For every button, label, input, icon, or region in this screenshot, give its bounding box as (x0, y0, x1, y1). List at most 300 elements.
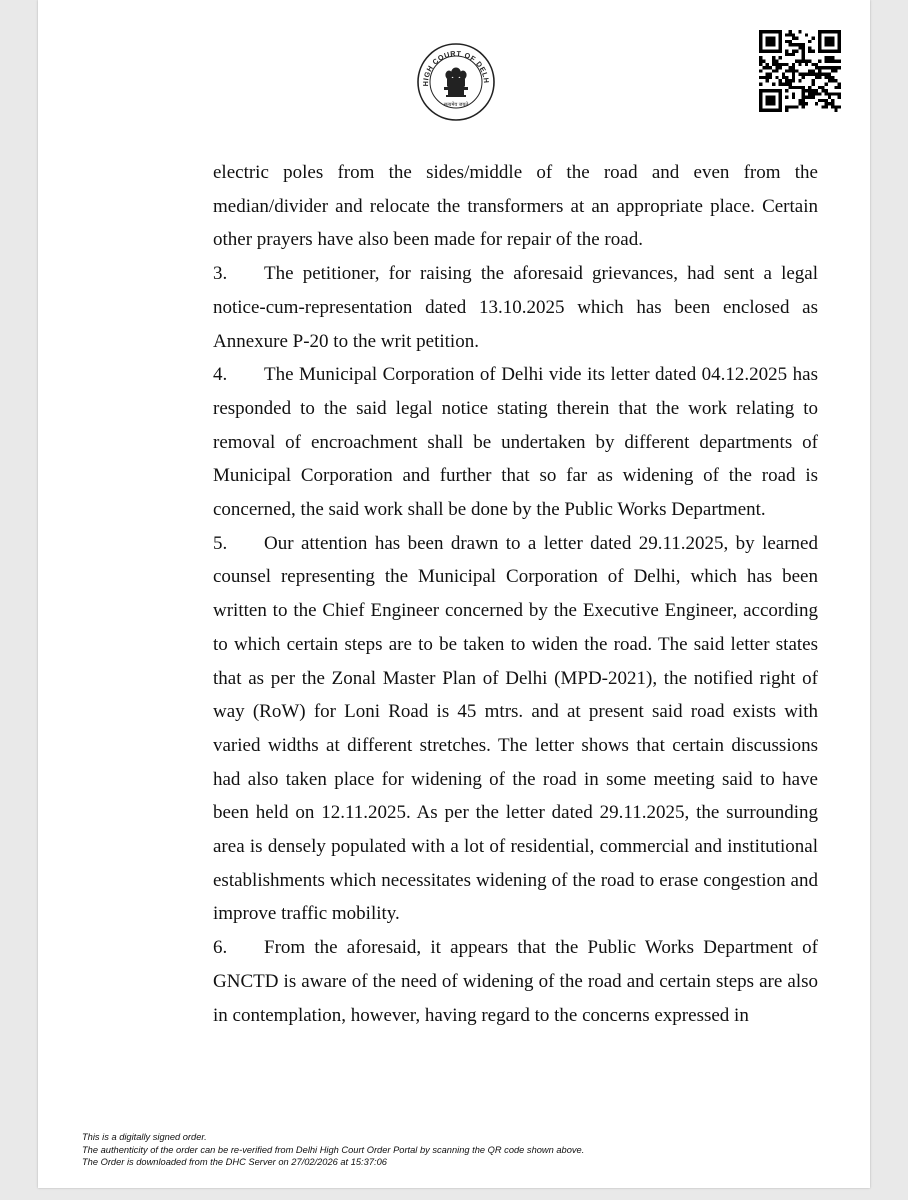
qr-module (825, 40, 828, 43)
qr-module (825, 92, 828, 95)
paragraph-number: 5. (213, 532, 228, 554)
qr-module (815, 76, 818, 79)
qr-module (766, 63, 769, 66)
qr-module (838, 92, 841, 95)
qr-module (818, 30, 821, 33)
qr-module (825, 99, 828, 102)
qr-module (772, 50, 775, 53)
qr-module (811, 96, 814, 99)
qr-module (769, 102, 772, 105)
qr-module (772, 96, 775, 99)
qr-module (831, 69, 834, 72)
qr-module (815, 102, 818, 105)
qr-module (759, 82, 762, 85)
qr-module (838, 40, 841, 43)
qr-module (766, 73, 769, 76)
qr-module (811, 50, 814, 53)
qr-module (785, 69, 788, 72)
qr-module (838, 82, 841, 85)
qr-module (838, 43, 841, 46)
qr-module (789, 66, 792, 69)
qr-module (789, 105, 792, 108)
qr-module (789, 33, 792, 36)
qr-module (766, 102, 769, 105)
qr-module (769, 43, 772, 46)
qr-module (818, 76, 821, 79)
qr-module (759, 50, 762, 53)
digital-signature-footer (82, 1131, 842, 1169)
qr-module (759, 30, 762, 33)
qr-module (834, 69, 837, 72)
qr-module (802, 102, 805, 105)
qr-module (825, 50, 828, 53)
qr-module (766, 37, 769, 40)
qr-module (779, 89, 782, 92)
qr-module (811, 69, 814, 72)
qr-module (838, 30, 841, 33)
qr-module (831, 43, 834, 46)
qr-module (769, 109, 772, 112)
qr-module (772, 40, 775, 43)
qr-module (769, 37, 772, 40)
qr-module (838, 60, 841, 63)
qr-module (825, 73, 828, 76)
paragraph-number: 3. (213, 263, 228, 285)
qr-module (792, 76, 795, 79)
footer-line: The Order is downloaded from the DHC Server on 27/02/2026 at 15:37:06 (82, 1157, 387, 1167)
qr-module (805, 96, 808, 99)
qr-module (818, 33, 821, 36)
qr-module (798, 46, 801, 49)
qr-module (792, 92, 795, 95)
qr-module (795, 43, 798, 46)
qr-module (766, 76, 769, 79)
qr-module (811, 37, 814, 40)
qr-module (792, 105, 795, 108)
qr-module (775, 76, 778, 79)
qr-module (805, 89, 808, 92)
qr-module (805, 102, 808, 105)
qr-module (831, 30, 834, 33)
qr-module (775, 60, 778, 63)
qr-module (769, 66, 772, 69)
qr-module (789, 30, 792, 33)
qr-module (779, 92, 782, 95)
qr-module (821, 89, 824, 92)
qr-module (792, 53, 795, 56)
qr-module (782, 76, 785, 79)
qr-module (815, 63, 818, 66)
qr-module (785, 109, 788, 112)
qr-module (762, 89, 765, 92)
qr-module (759, 33, 762, 36)
qr-module (772, 102, 775, 105)
qr-module (769, 30, 772, 33)
paragraph-text: The petitioner, for raising the aforesaid grievances, had sent a legal notice-cum-representation dated 13.10.2025 which has been enclosed as Annexure P-20 to the writ petition. (213, 263, 818, 352)
qr-module (821, 86, 824, 89)
qr-module (818, 50, 821, 53)
qr-module (785, 50, 788, 53)
qr-module (821, 105, 824, 108)
qr-module (766, 99, 769, 102)
qr-module (838, 33, 841, 36)
qr-module (818, 86, 821, 89)
paragraph-3 (213, 257, 818, 358)
qr-module (759, 60, 762, 63)
qr-module (798, 102, 801, 105)
qr-module (802, 92, 805, 95)
qr-module (762, 109, 765, 112)
qr-module (759, 76, 762, 79)
qr-module (828, 60, 831, 63)
qr-module (834, 79, 837, 82)
qr-module (838, 66, 841, 69)
qr-module (782, 63, 785, 66)
order-body (213, 156, 818, 1032)
qr-module (772, 37, 775, 40)
seal-text: HIGH COURT OF DELH (420, 48, 492, 87)
qr-module (772, 63, 775, 66)
qr-module (831, 60, 834, 63)
qr-module (808, 40, 811, 43)
qr-module (766, 30, 769, 33)
qr-module (759, 69, 762, 72)
qr-module (769, 50, 772, 53)
qr-module (779, 109, 782, 112)
opening-paragraph: electric poles from the sides/middle of the road and even from the median/divider and relocate the transformers at an appropriate place. Certain other prayers have also been made for repair of the road. (213, 162, 818, 251)
qr-module (825, 105, 828, 108)
qr-module (831, 37, 834, 40)
qr-module (802, 56, 805, 59)
qr-module (769, 99, 772, 102)
qr-module (779, 40, 782, 43)
qr-module (818, 40, 821, 43)
qr-module (828, 92, 831, 95)
qr-module (785, 76, 788, 79)
qr-module (802, 99, 805, 102)
qr-module (785, 96, 788, 99)
qr-module (789, 40, 792, 43)
qr-module (785, 63, 788, 66)
qr-module (792, 33, 795, 36)
qr-module (821, 30, 824, 33)
qr-module (795, 37, 798, 40)
qr-module (769, 96, 772, 99)
qr-module (818, 66, 821, 69)
qr-module (798, 79, 801, 82)
qr-module (821, 99, 824, 102)
qr-module (818, 37, 821, 40)
qr-module (828, 56, 831, 59)
qr-module (821, 50, 824, 53)
qr-module (831, 79, 834, 82)
qr-module (808, 46, 811, 49)
qr-module (808, 50, 811, 53)
qr-module (828, 37, 831, 40)
qr-module (769, 76, 772, 79)
qr-module (792, 73, 795, 76)
qr-module (825, 43, 828, 46)
qr-module (792, 50, 795, 53)
qr-module (762, 60, 765, 63)
qr-module (798, 86, 801, 89)
qr-module (815, 92, 818, 95)
qr-module (766, 96, 769, 99)
qr-module (795, 86, 798, 89)
qr-module (779, 79, 782, 82)
qr-module (759, 40, 762, 43)
qr-module (828, 79, 831, 82)
qr-module (838, 50, 841, 53)
qr-module (772, 109, 775, 112)
qr-module (785, 40, 788, 43)
qr-module (766, 79, 769, 82)
qr-module (766, 43, 769, 46)
qr-module (775, 109, 778, 112)
qr-module (828, 96, 831, 99)
qr-module (818, 73, 821, 76)
qr-module (759, 89, 762, 92)
qr-module (766, 50, 769, 53)
qr-module (762, 30, 765, 33)
qr-module (785, 89, 788, 92)
qr-module (802, 86, 805, 89)
qr-module (772, 89, 775, 92)
qr-module (821, 66, 824, 69)
qr-module (802, 73, 805, 76)
qr-module (831, 50, 834, 53)
qr-module (821, 73, 824, 76)
qr-module (825, 76, 828, 79)
qr-module (785, 53, 788, 56)
qr-module (834, 105, 837, 108)
qr-module (766, 89, 769, 92)
qr-module (769, 40, 772, 43)
qr-module (766, 109, 769, 112)
qr-code-icon (759, 30, 841, 112)
qr-module (802, 76, 805, 79)
qr-module (805, 63, 808, 66)
qr-module (811, 79, 814, 82)
qr-module (808, 92, 811, 95)
qr-module (772, 99, 775, 102)
qr-module (815, 73, 818, 76)
qr-module (805, 73, 808, 76)
qr-module (779, 43, 782, 46)
qr-module (766, 40, 769, 43)
qr-module (775, 66, 778, 69)
qr-module (782, 82, 785, 85)
qr-module (825, 60, 828, 63)
qr-module (831, 99, 834, 102)
qr-module (811, 73, 814, 76)
qr-module (779, 46, 782, 49)
qr-module (779, 63, 782, 66)
qr-module (795, 50, 798, 53)
qr-module (828, 30, 831, 33)
qr-module (775, 89, 778, 92)
qr-module (808, 89, 811, 92)
qr-module (772, 43, 775, 46)
qr-module (789, 43, 792, 46)
qr-module (802, 60, 805, 63)
qr-module (759, 37, 762, 40)
qr-module (782, 73, 785, 76)
qr-module (789, 86, 792, 89)
qr-module (838, 105, 841, 108)
qr-module (759, 92, 762, 95)
qr-module (779, 96, 782, 99)
qr-module (808, 86, 811, 89)
qr-module (792, 66, 795, 69)
paragraph-text: The Municipal Corporation of Delhi vide its letter dated 04.12.2025 has responded to the said legal notice stating therein that the work relating to removal of encroachment shall be undertaken by different departments of Municipal Corporation and further that so far as widening of the road is concerned, the said work shall be done by the Public Works Department. (213, 364, 818, 521)
qr-module (785, 82, 788, 85)
qr-module (779, 66, 782, 69)
paragraph-6 (213, 931, 818, 1032)
qr-module (834, 109, 837, 112)
qr-module (779, 82, 782, 85)
qr-module (785, 105, 788, 108)
qr-module (818, 99, 821, 102)
qr-module (811, 82, 814, 85)
qr-module (825, 82, 828, 85)
qr-module (802, 46, 805, 49)
qr-module (789, 82, 792, 85)
qr-module (759, 63, 762, 66)
qr-module (759, 43, 762, 46)
qr-module (795, 69, 798, 72)
qr-module (831, 66, 834, 69)
qr-module (762, 76, 765, 79)
qr-module (818, 43, 821, 46)
qr-module (838, 37, 841, 40)
qr-module (831, 92, 834, 95)
qr-module (818, 60, 821, 63)
qr-module (828, 50, 831, 53)
qr-module (779, 105, 782, 108)
qr-module (759, 99, 762, 102)
qr-module (775, 50, 778, 53)
qr-module (811, 63, 814, 66)
paragraph-number: 4. (213, 364, 228, 386)
qr-module (772, 82, 775, 85)
qr-module (762, 50, 765, 53)
qr-module (789, 53, 792, 56)
qr-module (808, 69, 811, 72)
qr-module (772, 56, 775, 59)
qr-module (792, 79, 795, 82)
qr-module (772, 69, 775, 72)
qr-module (779, 30, 782, 33)
qr-module (831, 102, 834, 105)
qr-module (779, 33, 782, 36)
qr-module (802, 43, 805, 46)
qr-module (834, 50, 837, 53)
qr-module (779, 37, 782, 40)
paragraph-text: Our attention has been drawn to a letter dated 29.11.2025, by learned counsel representing the Municipal Corporation of Delhi, which has been written to the Chief Engineer concerned by the Executive Engineer, according to which certain steps are to be taken to widen the road. The said letter states that as per the Zonal Master Plan of Delhi (MPD-2021), the notified right of way (RoW) for Loni Road is 45 mtrs. and at present said road exists with varied widths at different stretches. The letter shows that certain discussions had also taken place for widening of the road in some meeting said to have been held on 12.11.2025. As per the letter dated 29.11.2025, the surrounding area is densely populated with a lot of residential, commercial and institutional establishments which necessitates widening of the road to erase congestion and improve traffic mobility. (213, 532, 818, 925)
qr-module (775, 63, 778, 66)
paragraph-number: 6. (213, 937, 228, 959)
qr-module (834, 66, 837, 69)
qr-module (828, 73, 831, 76)
qr-module (825, 66, 828, 69)
qr-module (792, 69, 795, 72)
qr-module (775, 30, 778, 33)
qr-module (789, 69, 792, 72)
qr-module (798, 60, 801, 63)
qr-module (792, 86, 795, 89)
qr-module (838, 46, 841, 49)
qr-module (818, 69, 821, 72)
qr-module (759, 102, 762, 105)
qr-module (811, 92, 814, 95)
qr-module (759, 56, 762, 59)
qr-module (802, 89, 805, 92)
qr-module (828, 102, 831, 105)
qr-module (769, 89, 772, 92)
qr-module (808, 60, 811, 63)
qr-module (828, 66, 831, 69)
qr-module (798, 99, 801, 102)
qr-module (818, 92, 821, 95)
qr-module (772, 60, 775, 63)
qr-module (762, 66, 765, 69)
qr-module (766, 66, 769, 69)
qr-module (802, 50, 805, 53)
qr-module (789, 79, 792, 82)
qr-module (825, 30, 828, 33)
qr-module (792, 37, 795, 40)
qr-module (779, 99, 782, 102)
qr-module (828, 43, 831, 46)
qr-module (831, 56, 834, 59)
qr-module (798, 63, 801, 66)
qr-module (818, 46, 821, 49)
qr-module (785, 79, 788, 82)
qr-module (838, 96, 841, 99)
paragraph-4 (213, 358, 818, 527)
qr-module (779, 50, 782, 53)
qr-module (825, 102, 828, 105)
qr-module (825, 56, 828, 59)
qr-module (772, 30, 775, 33)
qr-module (805, 60, 808, 63)
qr-module (808, 73, 811, 76)
qr-module (759, 109, 762, 112)
qr-module (825, 89, 828, 92)
qr-module (795, 60, 798, 63)
qr-module (792, 96, 795, 99)
qr-module (785, 33, 788, 36)
qr-module (802, 53, 805, 56)
footer-line: The authenticity of the order can be re-verified from Delhi High Court Order Portal by scanning the QR code shown above. (82, 1144, 585, 1155)
qr-module (831, 105, 834, 108)
qr-module (802, 105, 805, 108)
qr-module (831, 76, 834, 79)
qr-module (798, 30, 801, 33)
qr-module (798, 43, 801, 46)
paragraph-text: From the aforesaid, it appears that the Public Works Department of GNCTD is aware of the need of widening of the road and certain steps are also in contemplation, however, having regard to the concerns expressed in (213, 937, 818, 1026)
footer-line: This is a digitally signed order. (82, 1132, 207, 1142)
qr-module (811, 89, 814, 92)
qr-module (825, 37, 828, 40)
qr-module (805, 33, 808, 36)
qr-module (834, 60, 837, 63)
qr-module (808, 96, 811, 99)
document-page (38, 0, 870, 1188)
qr-module (759, 96, 762, 99)
seal-motto: सत्यमेव जयते (443, 102, 469, 108)
